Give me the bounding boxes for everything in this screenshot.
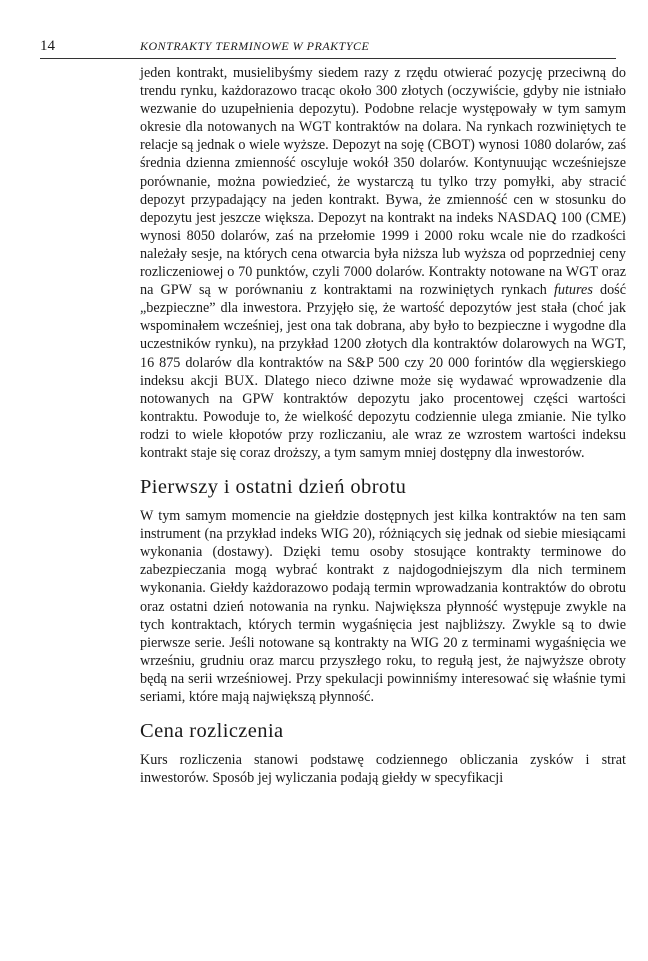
body-paragraph: W tym samym momencie na giełdzie dostępnych jest kilka kontraktów na ten sam instrument (na przykład indeks WIG 20), różniących się jednak od siebie miesiącami wykonania (dostawy). Dzięki temu osoby stosujące kontrakty terminowe do zabezpieczania mogą wybrać kontrakt z najdogodniejszym dla nich terminem wykonania. Giełdy każdorazowo podają termin wprowadzania kontraktów do obrotu oraz ostatni dzień notowania na rynku. Największa płynność występuje zwykle na tych kontraktach, których termin wygaśnięcia jest najbliższy. Zwykle są to dwie pierwsze serie. Jeśli notowane są kontrakty na WIG 20 z terminami wygaśnięcia we wrześniu, grudniu oraz marcu przyszłego roku, to regułą jest, że najwyższe obroty będą na serii wrześniowej. Przy spekulacji powinniśmy interesować się właśnie tymi seriami, które mają największą płynność.: [140, 508, 626, 705]
running-title: KONTRAKTY TERMINOWE W PRAKTYCE: [140, 39, 370, 53]
body-paragraph: Kurs rozliczenia stanowi podstawę codziennego obliczania zysków i strat inwestorów. Sposób jej wyliczania podają giełdy w specyfikacji: [140, 752, 626, 787]
paragraph-text: dość „bezpieczne” dla inwestora. Przyjęło się, że wartość depozytów jest stała (choć jak wspominałem wcześniej, jest ona tak dobrana, aby było to bezpieczne i wygodne dla uczestników rynku), na przykład 1200 złotych dla kontraktów dolarowych na WGT, 16 875 dolarów dla kontraktów na S&P 500 czy 20 000 forintów dla węgierskiego indeksu akcji BUX. Dlatego nieco dziwne może się wydawać wprowadzenie dla notowanych na GPW kontraktów depozytu jako procentowej części wartości kontraktu. Powoduje to, że wielkość depozytu codziennie ulega zmianie. Nie tylko rodzi to wiele kłopotów przy rozliczaniu, ale wraz ze wzrostem wartości indeksu kontrakt staje się coraz droższy, a tym samym mniej dostępny dla inwestorów.: [140, 282, 626, 461]
italic-term: futures: [553, 282, 593, 299]
page-header: [40, 36, 616, 59]
page-number: 14: [40, 38, 55, 54]
paragraph-text: jeden kontrakt, musielibyśmy siedem razy z rzędu otwierać pozycję przeciwną do trendu rynku, każdorazowo tracąc około 300 złotych (oczywiście, gdyby nie istniało wezwanie do uzupełnienia depozytu). Podobne relacje występowały w tym samym okresie dla notowanych na WGT kontraktów na dolara. Na rynkach rozwiniętych te relacje są jednak o wiele wyższe. Depozyt na soję (CBOT) wynosi 1080 dolarów, zaś średnia dzienna zmienność oscyluje wokół 350 dolarów. Kontynuując wcześniejsze porównanie, można powiedzieć, że wystarczą tu tylko trzy pomyłki, aby stracić depozyt przypadający na jeden kontrakt. Bywa, że zmienność cen w stosunku do depozytu jest jeszcze większa. Depozyt na kontrakt na indeks NASDAQ 100 (CME) wynosi 8050 dolarów, zaś na przełomie 1999 i 2000 roku wcale nie do rzadkości należały sesje, na których cena otwarcia była niższa lub wyższa od poprzedniej ceny rozliczeniowej o 70 punktów, czyli 7000 dolarów. Kontrakty notowane na WGT oraz na GPW są w porównaniu z kontraktami na rozwiniętych rynkach: [140, 65, 626, 299]
section-heading: Cena rozliczenia: [140, 720, 284, 743]
body-paragraph: [140, 64, 626, 462]
section-heading: Pierwszy i ostatni dzień obrotu: [140, 476, 407, 499]
page-body: [140, 64, 626, 787]
